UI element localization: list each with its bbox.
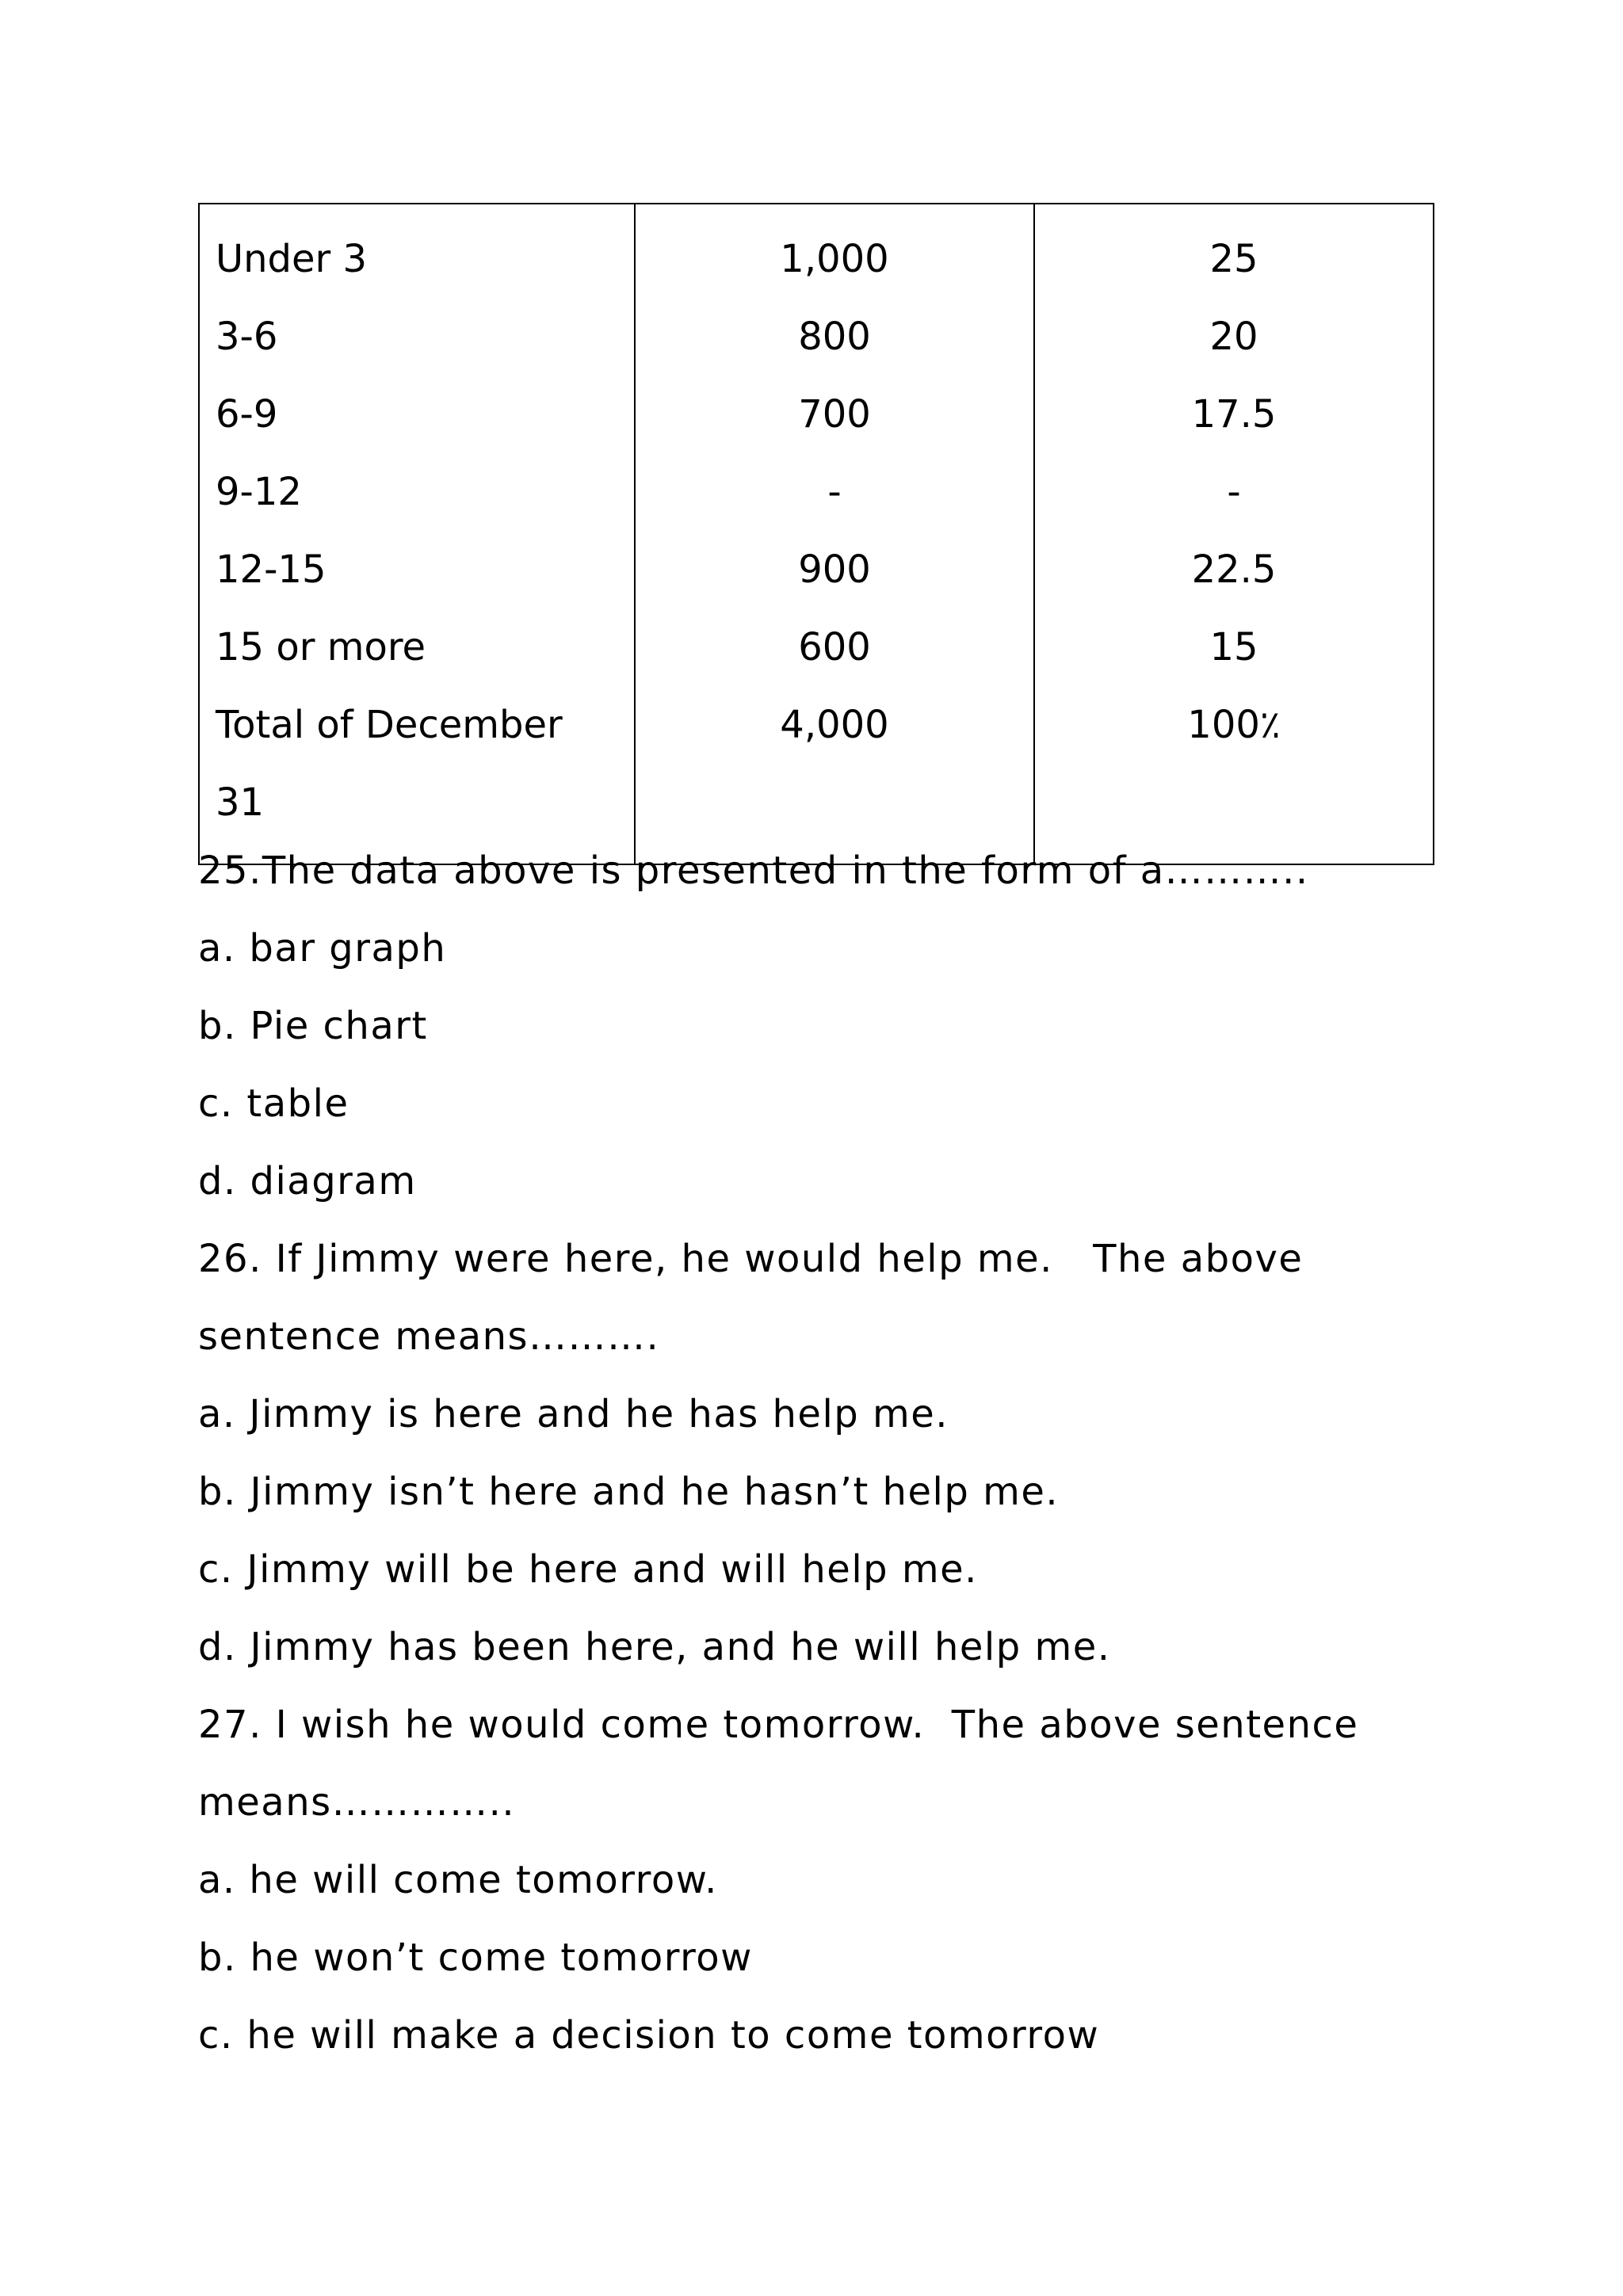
percent-cell: 25	[1209, 237, 1258, 281]
question-list	[198, 832, 1466, 2074]
question-26-option-c: c. Jimmy will be here and will help me.	[198, 1547, 978, 1592]
age-group-column	[199, 204, 635, 864]
question-27-option-c: c. he will make a decision to come tomorrow	[198, 2013, 1100, 2058]
question-26-option-a: a. Jimmy is here and he has help me.	[198, 1392, 949, 1436]
age-group-cell: 12-15	[216, 547, 327, 592]
count-column	[635, 204, 1034, 864]
question-26-option-d: d. Jimmy has been here, and he will help me.	[198, 1625, 1111, 1669]
percent-column	[1034, 204, 1434, 864]
question-27-stem-continued: means…………..	[198, 1780, 516, 1825]
question-25-option-b: b. Pie chart	[198, 1004, 428, 1048]
question-27-option-b: b. he won’t come tomorrow	[198, 1936, 753, 1980]
question-25-option-c: c. table	[198, 1081, 349, 1126]
question-25-option-a: a. bar graph	[198, 926, 447, 971]
question-26-stem: 26. If Jimmy were here, he would help me. The above	[198, 1237, 1304, 1281]
age-group-cell: 9-12	[216, 470, 302, 514]
percent-cell: 20	[1209, 315, 1258, 359]
question-25-stem: 25.The data above is presented in the form of a………..	[198, 849, 1309, 893]
question-27-option-a: a. he will come tomorrow.	[198, 1858, 718, 1902]
count-cell: 700	[798, 392, 871, 437]
age-group-cell: Under 3	[216, 237, 368, 281]
percent-cell: 22.5	[1191, 547, 1277, 592]
age-group-cell: 3-6	[216, 315, 278, 359]
question-25-option-d: d. diagram	[198, 1159, 417, 1203]
percent-cell: -	[1227, 470, 1241, 514]
age-group-cell: 15 or more	[216, 625, 426, 669]
percent-cell: 15	[1209, 625, 1258, 669]
question-27-stem: 27. I wish he would come tomorrow. The above sentence	[198, 1703, 1359, 1747]
count-cell: 4,000	[780, 703, 889, 747]
age-group-cell: Total of December	[216, 703, 563, 747]
count-cell: -	[827, 470, 842, 514]
count-cell: 800	[798, 315, 871, 359]
question-26-stem-continued: sentence means……….	[198, 1314, 660, 1359]
age-group-cell-continued: 31	[216, 780, 265, 825]
count-cell: 1,000	[780, 237, 889, 281]
percent-cell: 17.5	[1191, 392, 1277, 437]
table-row	[199, 204, 1434, 864]
age-group-cell: 6-9	[216, 392, 278, 437]
question-26-option-b: b. Jimmy isn’t here and he hasn’t help me.	[198, 1470, 1060, 1514]
count-cell: 600	[798, 625, 871, 669]
age-distribution-table	[198, 203, 1434, 865]
percent-cell: 100٪	[1187, 703, 1281, 747]
count-cell: 900	[798, 547, 871, 592]
